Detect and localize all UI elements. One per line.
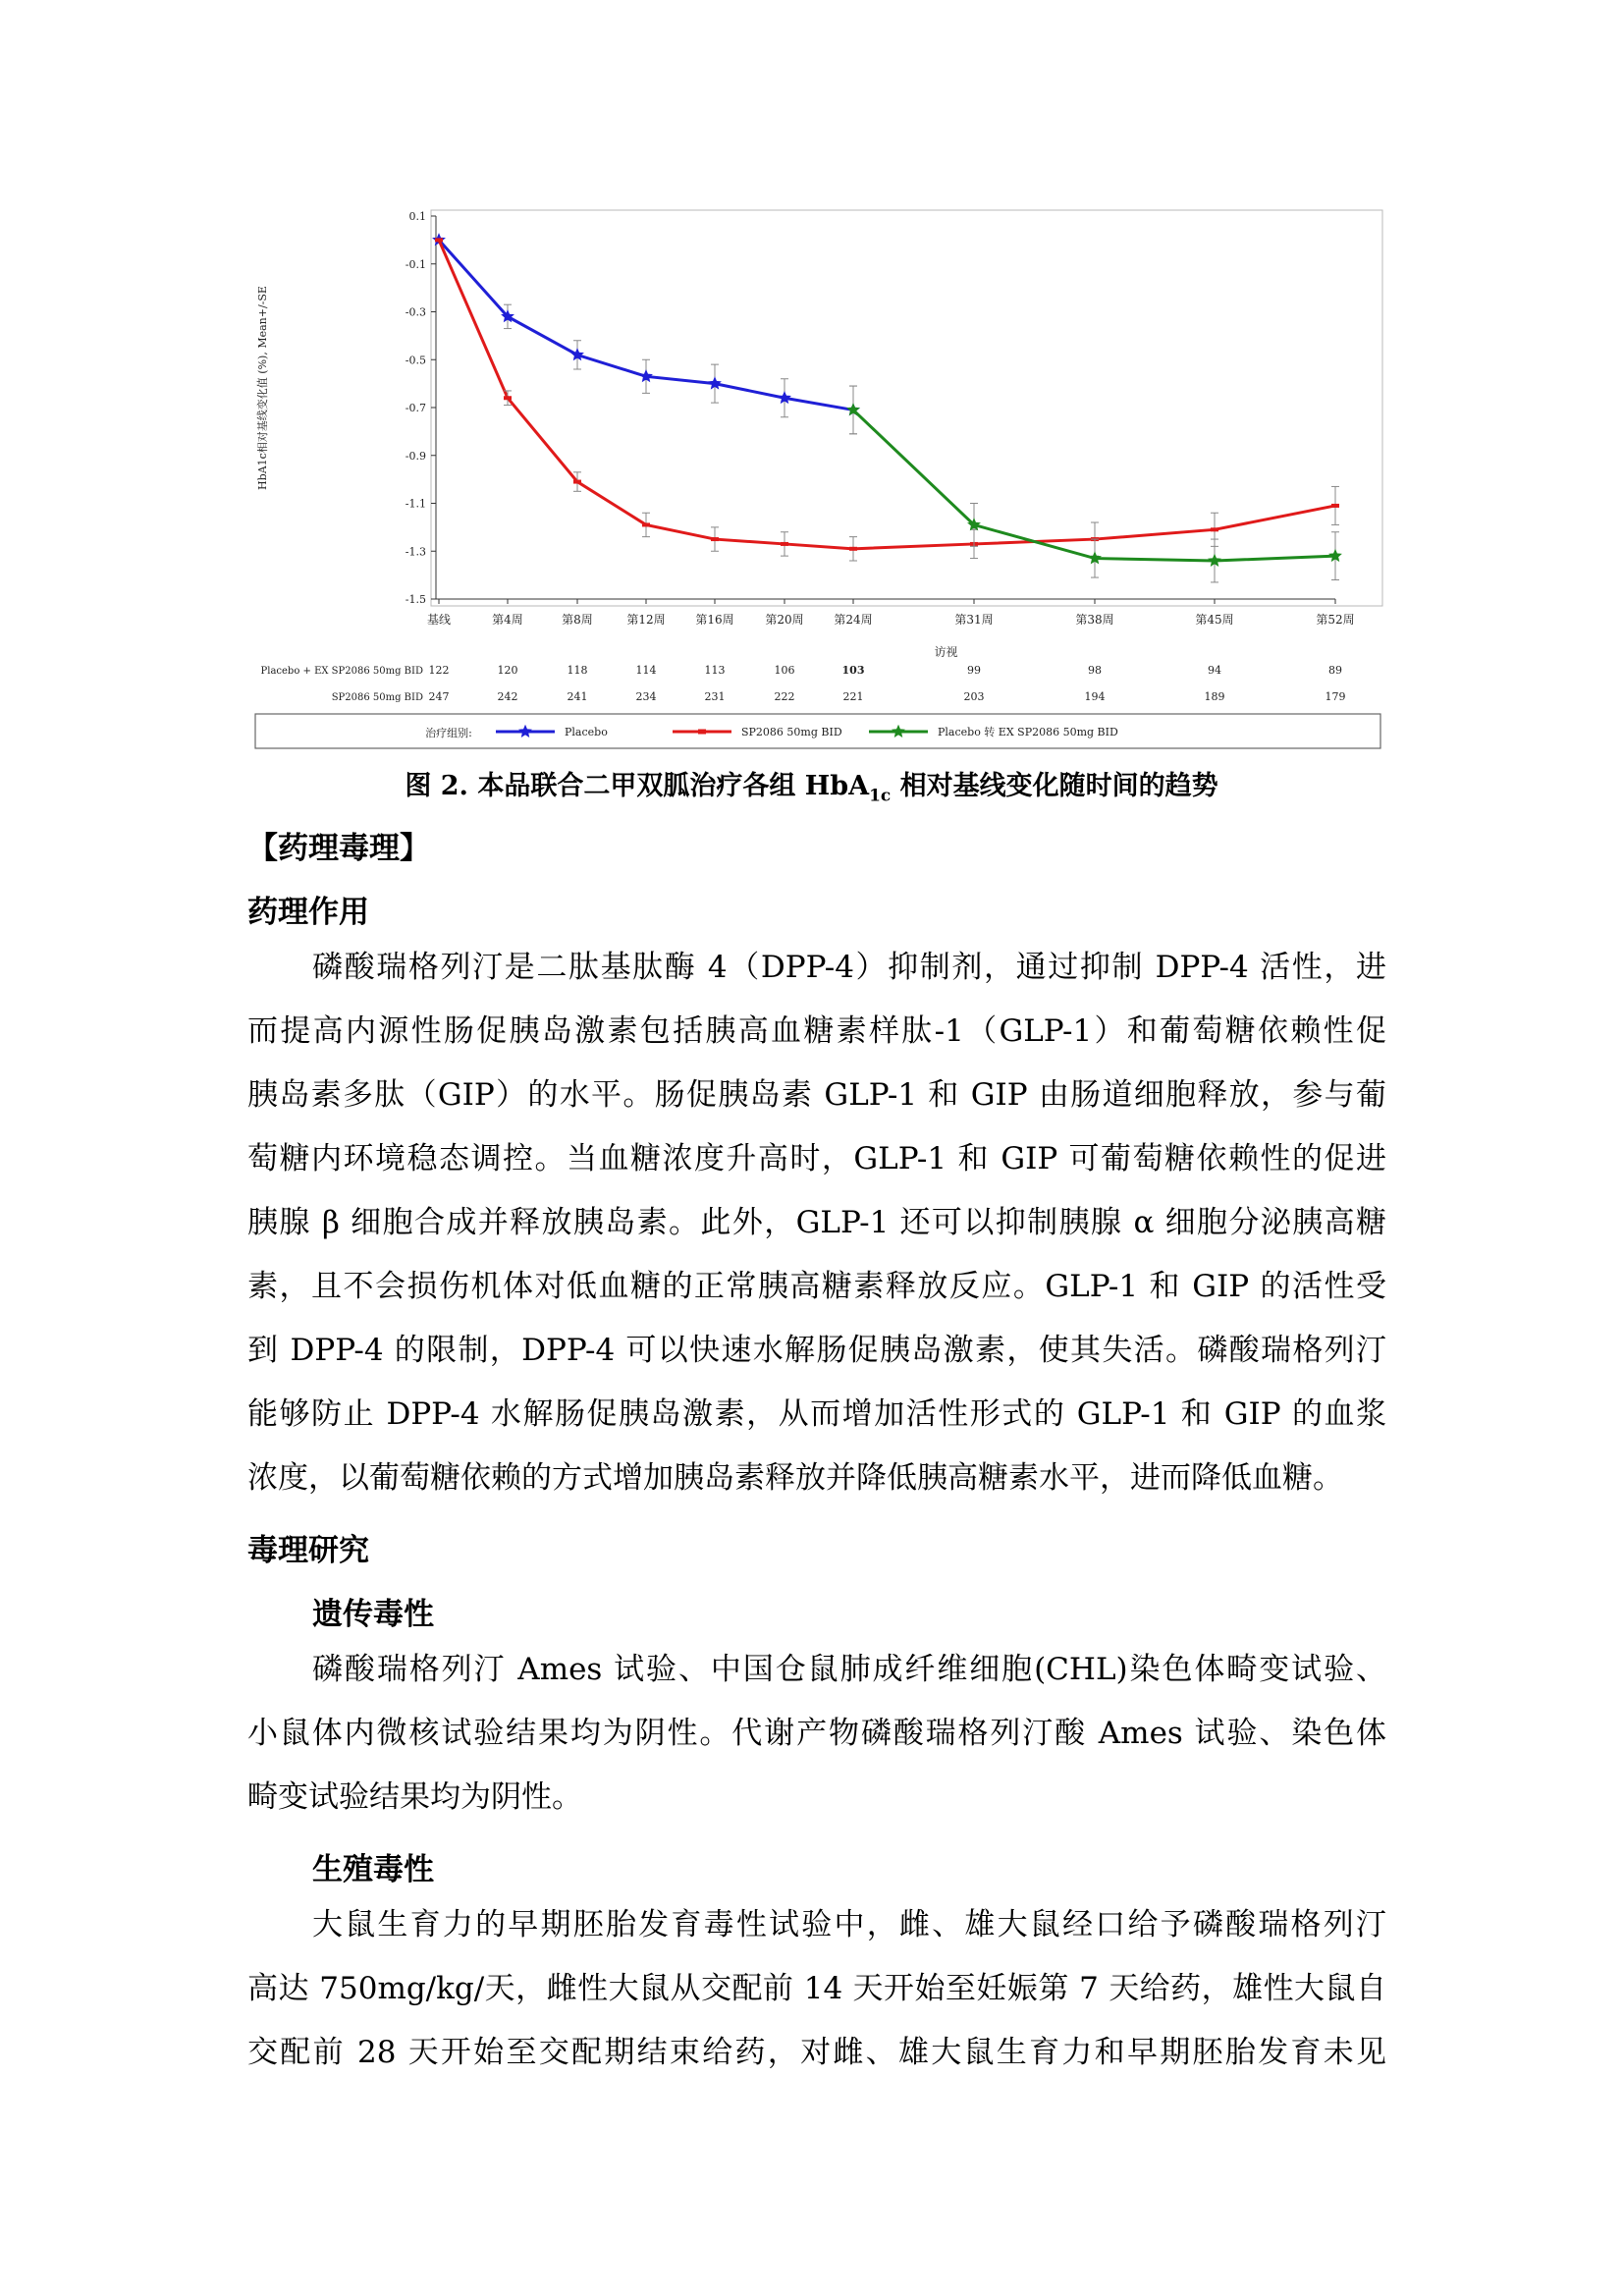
pharmacology-heading: 药理作用 <box>247 895 369 930</box>
figure-caption <box>0 764 1623 805</box>
toxicology-heading: 毒理研究 <box>247 1533 369 1568</box>
y-tick-label: -1.3 <box>405 545 426 559</box>
pharmacology-line: 到 DPP-4 的限制，DPP-4 可以快速水解肠促胰岛激素，使其失活。磷酸瑞格列汀 <box>247 1333 1386 1368</box>
pharmacology-line: 而提高内源性肠促胰岛激素包括胰高血糖素样肽-1（GLP-1）和葡萄糖依赖性促 <box>247 1013 1386 1049</box>
x-tick-label: 第31周 <box>954 613 994 627</box>
x-tick-label: 第8周 <box>562 613 593 627</box>
x-tick-label: 第45周 <box>1195 613 1234 627</box>
x-tick-label: 第38周 <box>1075 613 1114 627</box>
x-tick-label: 第20周 <box>765 613 804 627</box>
caption-subscript: 1c <box>869 786 892 806</box>
y-tick-label: -0.5 <box>405 354 426 367</box>
legend-label: SP2086 50mg BID <box>741 726 842 738</box>
x-tick-label: 第52周 <box>1316 613 1355 627</box>
at-risk-count: 103 <box>841 664 865 677</box>
at-risk-count: 231 <box>704 690 726 703</box>
caption-prefix: 图 2. 本品联合二甲双胍治疗各组 HbA <box>405 771 870 801</box>
genetic-toxicity-line: 磷酸瑞格列汀 Ames 试验、中国仓鼠肺成纤维细胞(CHL)染色体畸变试验、 <box>312 1652 1386 1687</box>
pharmacology-paragraph <box>247 936 1386 1510</box>
x-tick-label: 第24周 <box>834 613 873 627</box>
y-tick-label: -0.9 <box>405 449 426 463</box>
y-axis-label: HbA1c相对基线变化值 (%), Mean+/-SE <box>256 286 269 490</box>
data-point-star <box>571 349 582 359</box>
pharmacology-line: 萄糖内环境稳态调控。当血糖浓度升高时，GLP-1 和 GIP 可葡萄糖依赖性的促进 <box>247 1141 1386 1176</box>
pharmacology-line: 素，且不会损伤机体对低血糖的正常胰高糖素释放反应。GLP-1 和 GIP 的活性受 <box>247 1269 1386 1304</box>
pharmacology-line: 能够防止 DPP-4 水解肠促胰岛激素，从而增加活性形式的 GLP-1 和 GIP 的血浆 <box>247 1396 1386 1432</box>
x-tick-label: 第4周 <box>492 613 523 627</box>
at-risk-count: 241 <box>567 690 588 703</box>
at-risk-row-label: Placebo + EX SP2086 50mg BID <box>260 666 423 677</box>
data-point-star <box>1209 555 1219 566</box>
at-risk-count: 89 <box>1328 664 1342 677</box>
genetic-toxicity-heading: 遗传毒性 <box>312 1597 434 1632</box>
y-tick-label: -0.7 <box>405 402 426 414</box>
y-tick-label: -0.1 <box>405 257 426 271</box>
y-tick-label: -1.1 <box>405 497 426 511</box>
at-risk-count: 247 <box>428 690 450 703</box>
pharmacology-line: 胰岛素多肽（GIP）的水平。肠促胰岛素 GLP-1 和 GIP 由肠道细胞释放，参与葡 <box>247 1077 1386 1113</box>
caption-suffix: 相对基线变化随时间的趋势 <box>891 771 1218 801</box>
x-tick-label: 第12周 <box>626 613 666 627</box>
section-title: 【药理毒理】 <box>247 831 430 866</box>
legend-swatch-star <box>893 726 903 737</box>
at-risk-count: 113 <box>704 664 726 677</box>
at-risk-count: 94 <box>1208 664 1221 677</box>
reproductive-toxicity-paragraph <box>247 1893 1386 2085</box>
at-risk-count: 194 <box>1084 690 1106 703</box>
hba1c-line-chart <box>250 192 1389 757</box>
pharmacology-line: 胰腺 β 细胞合成并释放胰岛素。此外，GLP-1 还可以抑制胰腺 α 细胞分泌胰高糖 <box>247 1205 1386 1240</box>
at-risk-count: 114 <box>635 664 657 677</box>
at-risk-count: 99 <box>967 664 981 677</box>
reproductive-toxicity-line: 大鼠生育力的早期胚胎发育毒性试验中，雌、雄大鼠经口给予磷酸瑞格列汀 <box>312 1907 1386 1942</box>
reproductive-toxicity-line: 高达 750mg/kg/天，雌性大鼠从交配前 14 天开始至妊娠第 7 天给药，雄性大鼠自 <box>247 1971 1386 2006</box>
legend-title: 治疗组别: <box>425 727 472 739</box>
legend-label: Placebo 转 EX SP2086 50mg BID <box>938 726 1118 738</box>
genetic-toxicity-line: 小鼠体内微核试验结果均为阴性。代谢产物磷酸瑞格列汀酸 Ames 试验、染色体 <box>247 1716 1386 1751</box>
genetic-toxicity-paragraph <box>247 1638 1386 1830</box>
at-risk-count: 98 <box>1088 664 1102 677</box>
reproductive-toxicity-line: 交配前 28 天开始至交配期结束给药，对雌、雄大鼠生育力和早期胚胎发育未见 <box>247 2035 1386 2070</box>
at-risk-count: 189 <box>1204 690 1225 703</box>
at-risk-count: 118 <box>567 664 588 677</box>
at-risk-count: 179 <box>1325 690 1346 703</box>
genetic-toxicity-line: 畸变试验结果均为阴性。 <box>247 1779 582 1815</box>
data-point-star <box>709 378 720 389</box>
at-risk-row-label: SP2086 50mg BID <box>331 692 423 703</box>
at-risk-count: 106 <box>774 664 795 677</box>
x-axis-label: 访视 <box>934 645 958 659</box>
data-point-star <box>1089 553 1100 564</box>
at-risk-count: 221 <box>842 690 864 703</box>
data-point-star <box>640 370 651 381</box>
legend-label: Placebo <box>565 726 608 738</box>
at-risk-count: 242 <box>497 690 518 703</box>
legend-swatch-star <box>519 726 530 737</box>
y-tick-label: 0.1 <box>408 210 426 223</box>
data-point-star <box>779 392 789 403</box>
series-line-1 <box>439 240 1335 548</box>
at-risk-count: 120 <box>497 664 518 677</box>
reproductive-toxicity-heading: 生殖毒性 <box>312 1852 434 1887</box>
at-risk-count: 222 <box>774 690 795 703</box>
x-tick-label: 第16周 <box>695 613 734 627</box>
at-risk-count: 234 <box>635 690 657 703</box>
y-tick-label: -1.5 <box>405 593 426 606</box>
pharmacology-line: 磷酸瑞格列汀是二肽基肽酶 4（DPP-4）抑制剂，通过抑制 DPP-4 活性，进 <box>312 950 1386 985</box>
data-point-star <box>1329 550 1340 561</box>
at-risk-count: 203 <box>963 690 985 703</box>
at-risk-count: 122 <box>428 664 450 677</box>
pharmacology-line: 浓度，以葡萄糖依赖的方式增加胰岛素释放并降低胰高糖素水平，进而降低血糖。 <box>247 1460 1343 1496</box>
y-tick-label: -0.3 <box>405 305 426 319</box>
x-tick-label: 基线 <box>426 613 452 627</box>
